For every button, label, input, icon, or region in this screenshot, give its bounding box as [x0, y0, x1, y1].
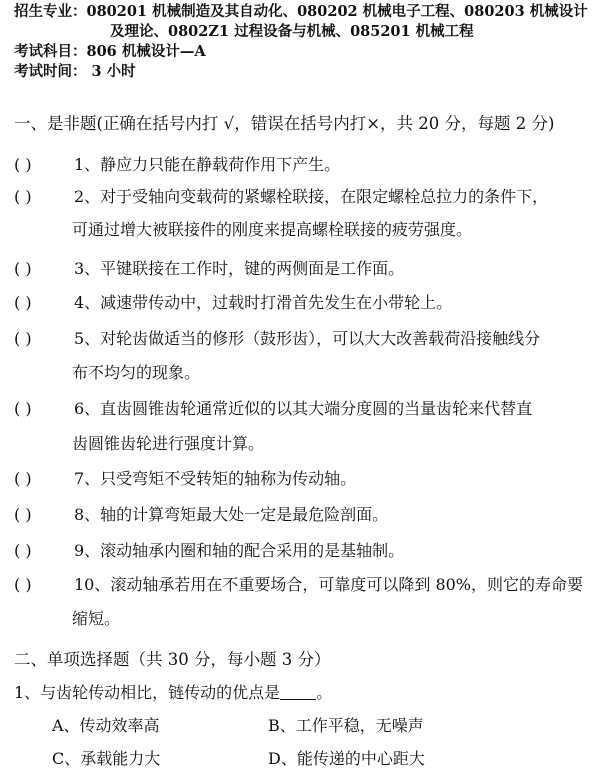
tf-question-10: [14, 572, 583, 595]
answer-parentheses: ( ): [14, 505, 32, 524]
question-text: 2、对于受轴向变载荷的紧螺栓联接，在限定螺栓总拉力的条件下，: [74, 187, 549, 206]
question-text: 8、轴的计算弯矩最大处一定是最危险剖面。: [74, 505, 389, 524]
question-text-continued: 可通过增大被联接件的刚度来提高螺栓联接的疲劳强度。: [72, 220, 473, 239]
answer-parentheses: ( ): [14, 259, 32, 278]
option-b: B、工作平稳，无噪声: [268, 716, 424, 735]
answer-parentheses: ( ): [14, 541, 32, 560]
tf-question-8: [14, 502, 388, 525]
question-text: 6、直齿圆锥齿轮通常近似的以其大端分度圆的当量齿轮来代替直: [74, 399, 533, 418]
option-d: D、能传递的中心距大: [268, 749, 425, 768]
tf-question-6: [14, 396, 532, 419]
section1-title: 一、是非题(正确在括号内打 √，错误在括号内打×，共 20 分，每题 2 分): [14, 114, 555, 133]
question-text: 5、对轮齿做适当的修形（鼓形齿），可以大大改善载荷沿接触线分: [74, 329, 541, 348]
question-text: 1、静应力只能在静载荷作用下产生。: [74, 155, 341, 174]
mc-question-1: [14, 680, 332, 703]
tf-question-4: [14, 290, 452, 313]
enrollment-majors: 招生专业：080201 机械制造及其自动化、080202 机械电子工程、080203 机械设计: [14, 3, 588, 20]
question-text-continued: 缩短。: [72, 609, 121, 628]
question-text: 9、滚动轴承内圈和轴的配合采用的是基轴制。: [74, 541, 405, 560]
question-text-continued: 布不均匀的现象。: [72, 363, 201, 382]
option-a: A、传动效率高: [52, 716, 160, 735]
answer-parentheses: ( ): [14, 469, 32, 488]
answer-parentheses: ( ): [14, 575, 32, 594]
question-text: 10、滚动轴承若用在不重要场合，可靠度可以降到 80%，则它的寿命要: [74, 575, 584, 594]
option-c: C、承载能力大: [52, 749, 161, 768]
question-text: 7、只受弯矩不受转矩的轴称为传动轴。: [74, 469, 357, 488]
answer-parentheses: ( ): [14, 399, 32, 418]
exam-header: [14, 2, 604, 82]
section2-title: 二、单项选择题（共 30 分，每小题 3 分）: [14, 650, 331, 669]
tf-question-2: [14, 184, 548, 207]
answer-parentheses: ( ): [14, 329, 32, 348]
question-text: 4、减速带传动中，过载时打滑首先发生在小带轮上。: [74, 293, 453, 312]
tf-question-9: [14, 538, 404, 561]
answer-blank: [280, 699, 316, 700]
question-stem: 1、与齿轮传动相比，链传动的优点是: [14, 683, 281, 702]
tf-question-7: [14, 466, 356, 489]
answer-parentheses: ( ): [14, 155, 32, 174]
tf-question-1: [14, 152, 340, 175]
exam-time: 考试时间： 3 小时: [14, 63, 136, 80]
tf-question-3: [14, 256, 404, 279]
tf-question-5: [14, 326, 540, 349]
answer-parentheses: ( ): [14, 187, 32, 206]
enrollment-majors-continued: 及理论、0802Z1 过程设备与机械、085201 机械工程: [110, 23, 474, 40]
question-text: 3、平键联接在工作时，键的两侧面是工作面。: [74, 259, 405, 278]
exam-subject: 考试科目：806 机械设计—A: [14, 43, 206, 60]
question-text-continued: 齿圆锥齿轮进行强度计算。: [72, 434, 265, 453]
question-stem-end: 。: [316, 683, 333, 702]
answer-parentheses: ( ): [14, 293, 32, 312]
